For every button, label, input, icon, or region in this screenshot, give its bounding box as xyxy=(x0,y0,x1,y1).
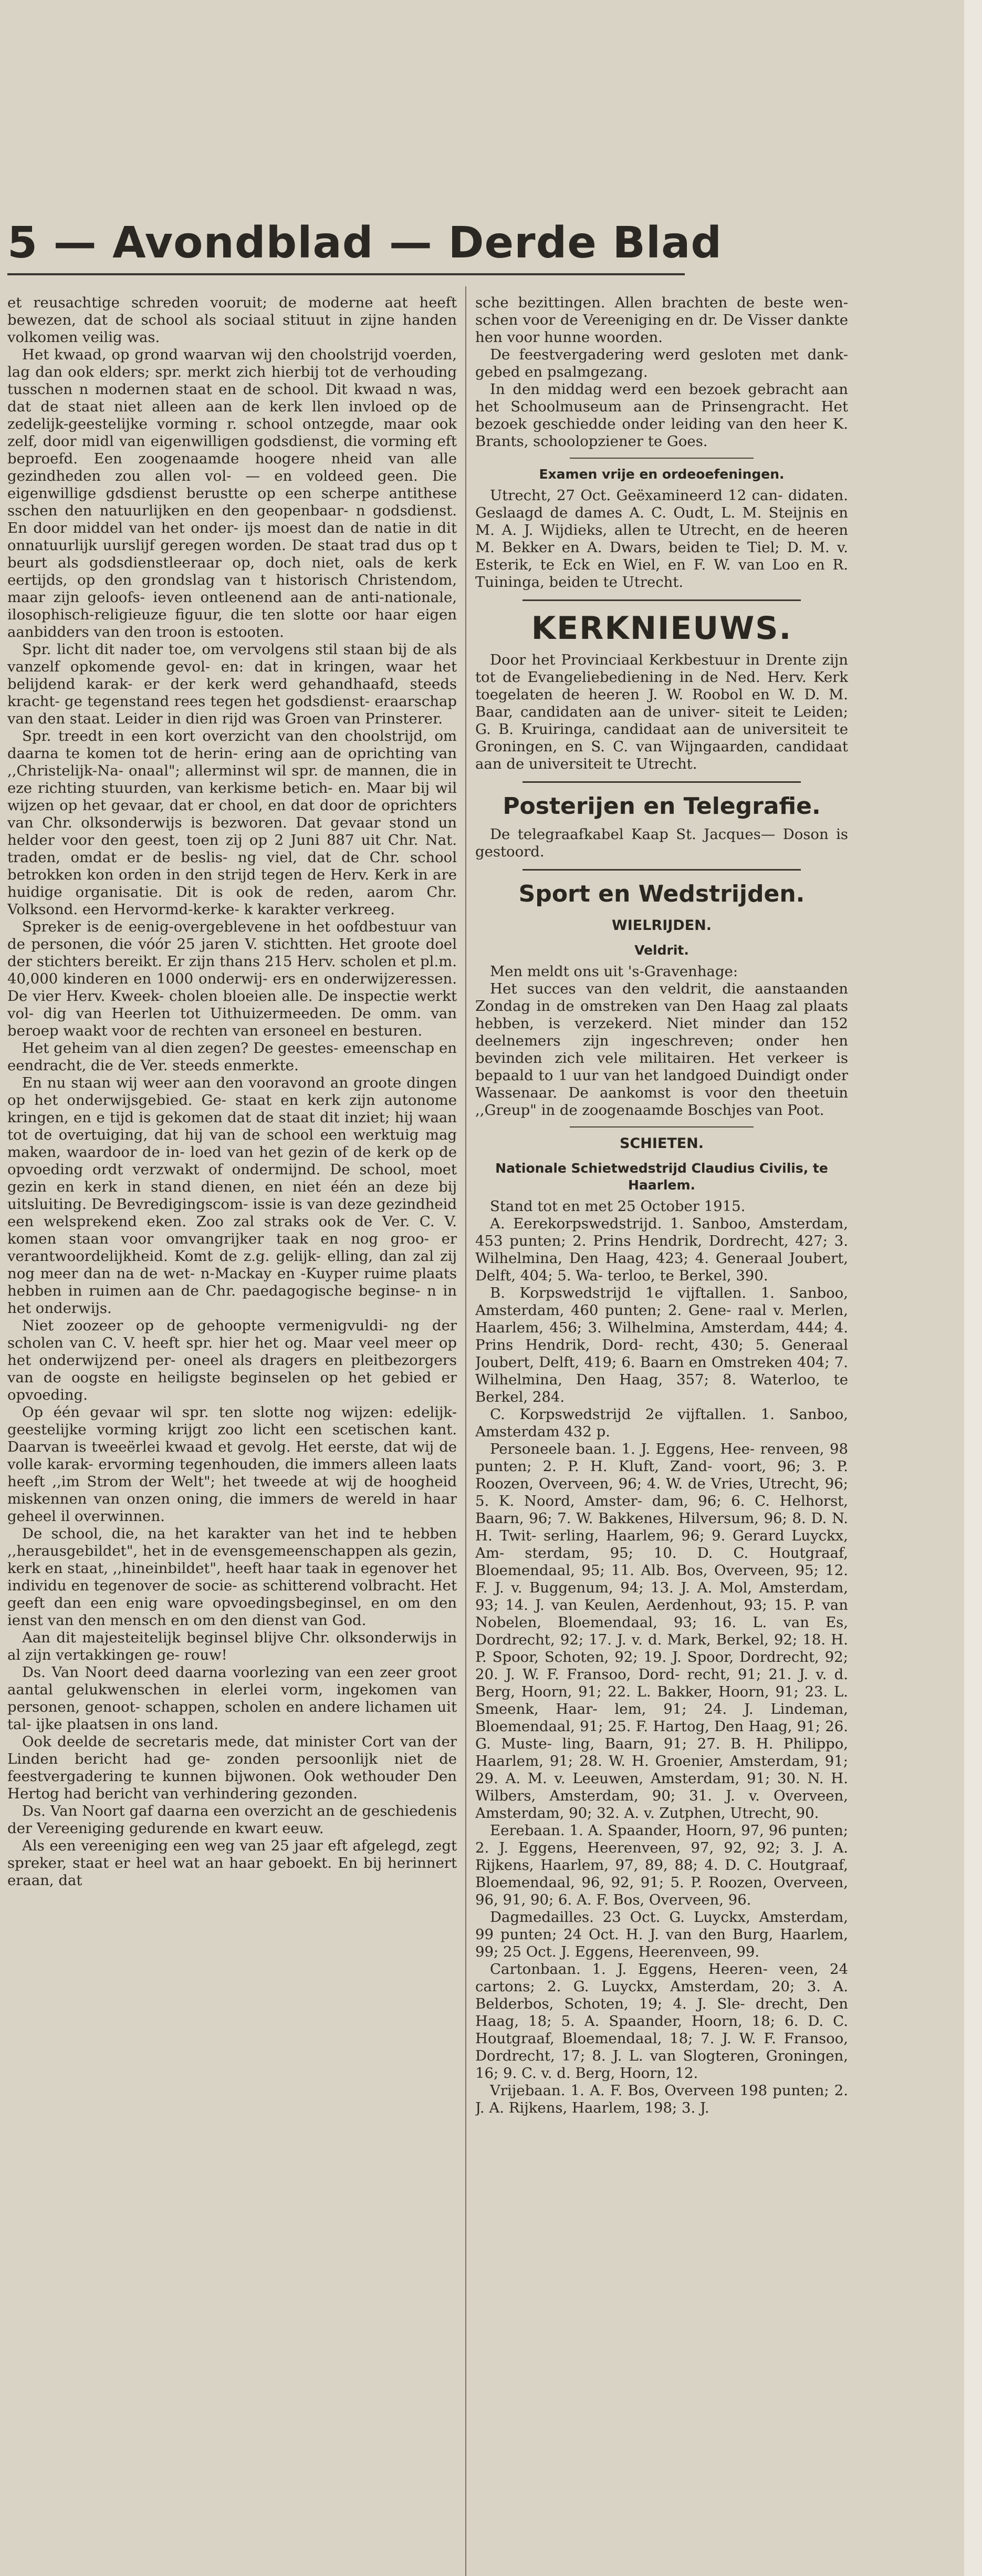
page-edge xyxy=(964,0,982,2576)
kerknieuws-text: Door het Provinciaal Kerkbestuur in Drente zijn tot de Evangeliebediening in de Ned. Herv. Kerk toegelaten de heeren J. W. Roobol en W. D. M. Baar, candidaten aan de univer- siteit te Leiden; G. B. Kruiringa, candidaat aan de universiteit te Groningen, en S. C. van Wijngaarden, candidaat aan de universiteit te Utrecht. xyxy=(475,651,848,772)
paragraph: Men meldt ons uit 's-Gravenhage: xyxy=(490,963,738,980)
paragraph: Aan dit majesteitelijk beginsel blijve Chr. olksonderwijs in al zijn vertakkingen ge- rouw! xyxy=(7,1629,457,1663)
section-rule xyxy=(570,1126,754,1127)
sport-heading: Sport en Wedstrijden. xyxy=(518,881,805,907)
paragraph: In den middag werd een bezoek gebracht aan het Schoolmuseum aan de Prinsengracht. Het bezoek geschiedde onder leiding van den heer K. Brants, schoolopziener te Goes. xyxy=(475,381,848,450)
posterijen-text: De telegraafkabel Kaap St. Jacques— Doson is gestoord. xyxy=(475,826,848,860)
section-rule xyxy=(523,869,801,871)
paragraph: Niet zoozeer op de gehoopte vermenigvuldi- ng der scholen van C. V. heeft spr. hier het og. Maar veel meer op het onderwijzend per- oneel als dragers en pleitbezorgers van de oogste en heiligste beginselen op het gebied er opvoeding. xyxy=(7,1317,457,1403)
schieten-heading: SCHIETEN. xyxy=(619,1135,704,1152)
paragraph: Ds. Van Noort gaf daarna een overzicht an de geschiedenis der Vereeniging gedurende en kwart eeuw. xyxy=(7,1803,457,1837)
masthead-rule xyxy=(7,273,685,275)
paragraph: De feestvergadering werd gesloten met dank- gebed en psalmgezang. xyxy=(475,346,848,380)
section-rule xyxy=(523,599,801,601)
paragraph: C. Korpswedstrijd 2e vijftallen. 1. Sanboo, Amsterdam 432 p. xyxy=(475,1406,848,1440)
schiet-subheading: Nationale Schietwedstrijd Claudius Civilis, te Haarlem. xyxy=(495,1161,828,1193)
paragraph: Ook deelde de secretaris mede, dat minister Cort van der Linden bericht had ge- zonden persoonlijk niet de feestvergadering te kunnen bijwonen. Ook wethouder Den Hertog had bericht van verhindering gezonden. xyxy=(7,1733,457,1802)
right-column xyxy=(475,294,848,2576)
paragraph: Ds. Van Noort deed daarna voorlezing van een zeer groot aantal gelukwenschen in elerlei vorm, ingekomen van personen, genoot- schappen, scholen en andere lichamen uit tal- ijke plaatsen in ons land. xyxy=(7,1664,457,1733)
paragraph: B. Korpswedstrijd 1e vijftallen. 1. Sanboo, Amsterdam, 460 punten; 2. Gene- raal v. Merlen, Haarlem, 456; 3. Wilhelmina, Amsterdam, 444; 4. Prins Hendrik, Dord- recht, 430; 5. Generaal Joubert, Delft, 419; 6. Baarn en Omstreken 404; 7. Wilhelmina, Den Haag, 357; 8. Waterloo, te Berkel, 284. xyxy=(475,1285,848,1405)
paragraph: Het succes van den veldrit, die aanstaanden Zondag in de omstreken van Den Haag zal plaats hebben, is verzekerd. Niet minder dan 152 deelnemers zijn ingeschreven; onder hen bevinden zich vele militairen. Het verkeer is bepaald to 1 uur van het landgoed Duindigt onder Wassenaar. De aankomst is voor den theetuin ,,Greup" in de zoogenaamde Boschjes van Poot. xyxy=(475,980,848,1119)
paragraph: De school, die, na het karakter van het ind te hebben ,,herausgebildet", het in de evensgemeenschappen als gezin, kerk en staat, ,,hineinbildet", heeft haar taak in egenover het individu en tegenover de socie- as schitterend volbracht. Het geeft dan een enig ware opvoedingsbeginsel, en om den ienst van den mensch en om den dienst van God. xyxy=(7,1525,457,1629)
paragraph: Het geheim van al dien zegen? De geestes- emeenschap en eendracht, die de Ver. steeds enmerkte. xyxy=(7,1040,457,1074)
paragraph: Spr. treedt in een kort overzicht van den choolstrijd, om daarna te komen tot de herin- ering aan de oprichting van ,,Christelijk-Na- onaal"; allerminst wil spr. de mannen, die in eze richting stuurden, van kerkisme betich- en. Maar bij wil wijzen op het gevaar, dat er chool, en dat door de oprichters van Chr. olksonderwijs is bezworen. Dat gevaar stond un helder voor den geest, toen zij op 2 Juni 887 uit Chr. Nat. traden, omdat er de beslis- ng viel, dat de Chr. school betrokken kon orden in den strijd tegen de Herv. Kerk in are huidige organisatie. Dit is ook de reden, aarom Chr. Volksond. een Hervormd-kerke- k karakter verkreeg. xyxy=(7,728,457,918)
posterijen-heading: Posterijen en Telegrafie. xyxy=(503,793,821,820)
section-rule xyxy=(570,458,754,459)
masthead: 5 — Avondblad — Derde Blad xyxy=(7,218,723,268)
paragraph: Als een vereeniging een weg van 25 jaar eft afgelegd, zegt spreker, staat er heel wat an haar geboekt. En bij herinnert eraan, dat xyxy=(7,1837,457,1889)
exam-text: Utrecht, 27 Oct. Geëxamineerd 12 can- didaten. Geslaagd de dames A. C. Oudt, L. M. Steijnis en M. A. J. Wijdieks, allen te Utrecht, en de heeren M. Bekker en A. Dwars, beiden te Tiel; D. M. v. Esterik, te Eck en Wiel, en F. W. van Loo en R. Tuininga, beiden te Utrecht. xyxy=(475,487,848,591)
paragraph: et reusachtige schreden vooruit; de moderne aat heeft bewezen, dat de school als sociaal stituut in zijne handen volkomen veilig was. xyxy=(7,294,457,346)
paragraph: Het kwaad, op grond waarvan wij den choolstrijd voerden, lag dan ook elders; spr. merkt zich hierbij tot de verhouding tusschen n modernen staat en de school. Dit kwaad n was, dat de staat niet alleen aan de kerk llen invloed op de zedelijk-geestelijke vorming r. school ontzegde, maar ook zelf, door midl van eigenwilligen godsdienst, die vorming eft beproefd. Een zoogenaamde hoogere nheid van alle gezindheden zou allen vol- — en voldeed geen. Die eigenwillige gdsdienst berustte op een scherpe antithese sschen den natuurlijken en den geopenbaar- n godsdienst. En door middel van het onder- ijs moest dan de natie in dit onnatuurlijk uurslijf geregen worden. De staat trad dus op t beurt als godsdienstleeraar op, doch niet, oals de kerk eertijds, op den grondslag van t historisch Christendom, maar zijn geloofs- ieven ontleenend aan de anti-nationale, ilosophisch-religieuze figuur, die ten slotte oor haar eigen aanbidders van den troon is estooten. xyxy=(7,346,457,640)
paragraph: Spreker is de eenig-overgeblevene in het oofdbestuur van de personen, die vóór 25 jaren V. stichtten. Het groote doel der stichters bereikt. Er zijn thans 215 Herv. scholen et pl.m. 40,000 kinderen en 1000 onderwij- ers en onderwijzeressen. De vier Herv. Kweek- cholen bloeien alle. De inspectie werkt vol- dig van Heerlen tot Uithuizermeeden. De omm. van beroep waakt voor de rechten van ersoneel en besturen. xyxy=(7,918,457,1039)
exam-heading: Examen vrije en ordeoefeningen. xyxy=(539,467,785,482)
left-column xyxy=(7,294,457,2576)
paragraph: Cartonbaan. 1. J. Eggens, Heeren- veen, 24 cartons; 2. G. Luyckx, Amsterdam, 20; 3. A. Belderbos, Schoten, 19; 4. J. Sle- drecht, Den Haag, 18; 5. A. Spaander, Hoorn, 18; 6. D. C. Houtgraaf, Bloemendaal, 18; 7. J. W. F. Fransoo, Dordrecht, 17; 8. J. L. van Slogteren, Groningen, 16; 9. C. v. d. Berg, Hoorn, 12. xyxy=(475,1961,848,2082)
kerknieuws-heading: KERKNIEUWS. xyxy=(531,610,792,647)
paragraph: En nu staan wij weer aan den vooravond an groote dingen op het onderwijsgebied. Ge- staat en kerk zijn autonome kringen, en e tijd is gekomen dat de staat dit inziet; hij waan tot de overtuiging, dat hij van de school een werktuig mag maken, waardoor de in- loed van het gezin of de kerk op de opvoeding ordt verzwakt of ondermijnd. De school, moet gezin en kerk in stand dienen, en niet één an deze bij uitsluiting. De Bevredigingscom- issie is van deze gezindheid een welsprekend eken. Zoo zal straks ook de Ver. C. V. komen staan voor omvangrijker taak en nog groo- er verantwoordelijkheid. Komt de z.g. gelijk- elling, dan zal zij nog meer dan na de wet- n-Mackay en -Kuyper ruime plaats hebben in ruimen aan de Chr. paedagogische beginse- n in het onderwijs. xyxy=(7,1074,457,1317)
paragraph: Vrijebaan. 1. A. F. Bos, Overveen 198 punten; 2. J. A. Rijkens, Haarlem, 198; 3. J. xyxy=(475,2082,848,2116)
paragraph: Stand tot en met 25 October 1915. xyxy=(490,1198,746,1215)
column-divider xyxy=(465,286,466,2576)
paragraph: sche bezittingen. Allen brachten de beste wen- schen voor de Vereeniging en dr. De Visser dankte hen voor hunne woorden. xyxy=(475,294,848,346)
section-rule xyxy=(523,781,801,783)
paragraph: A. Eerekorpswedstrijd. 1. Sanboo, Amsterdam, 453 punten; 2. Prins Hendrik, Dordrecht, 427; 3. Wilhelmina, Den Haag, 423; 4. Generaal Joubert, Delft, 404; 5. Wa- terloo, te Berkel, 390. xyxy=(475,1215,848,1284)
paragraph: Dagmedailles. 23 Oct. G. Luyckx, Amsterdam, 99 punten; 24 Oct. H. J. van den Burg, Haarlem, 99; 25 Oct. J. Eggens, Heerenveen, 99. xyxy=(475,1909,848,1960)
paragraph: Eerebaan. 1. A. Spaander, Hoorn, 97, 96 punten; 2. J. Eggens, Heerenveen, 97, 92, 92; 3. J. A. Rijkens, Haarlem, 97, 89, 88; 4. D. C. Houtgraaf, Bloemendaal, 96, 92, 91; 5. P. Roozen, Overveen, 96, 91, 90; 6. A. F. Bos, Overveen, 96. xyxy=(475,1822,848,1908)
paragraph: Personeele baan. 1. J. Eggens, Hee- renveen, 98 punten; 2. P. H. Kluft, Zand- voort, 96; 3. P. Roozen, Overveen, 96; 4. W. de Vries, Utrecht, 96; 5. K. Noord, Amster- dam, 96; 6. C. Helhorst, Baarn, 96; 7. W. Bakkenes, Hilversum, 96; 8. D. N. H. Twit- serling, Haarlem, 96; 9. Gerard Luyckx, Am- sterdam, 95; 10. D. C. Houtgraaf, Bloemendaal, 95; 11. Alb. Bos, Overveen, 95; 12. F. J. v. Buggenum, 94; 13. J. A. Mol, Amsterdam, 93; 14. J. van Keulen, Aerdenhout, 93; 15. P. van Nobelen, Bloemendaal, 93; 16. L. van Es, Dordrecht, 92; 17. J. v. d. Mark, Berkel, 92; 18. H. P. Spoor, Schoten, 92; 19. J. Spoor, Dordrecht, 92; 20. J. W. F. Fransoo, Dord- recht, 91; 21. J. v. d. Berg, Hoorn, 91; 22. L. Bakker, Hoorn, 91; 23. L. Smeenk, Haar- lem, 91; 24. J. Lindeman, Bloemendaal, 91; 25. F. Hartog, Den Haag, 91; 26. G. Muste- ling, Baarn, 91; 27. B. H. Philippo, Haarlem, 91; 28. W. H. Groenier, Amsterdam, 91; 29. A. M. v. Leeuwen, Amsterdam, 91; 30. N. H. Wilbers, Amsterdam, 90; 31. J. v. Overveen, Amsterdam, 90; 32. A. v. Zutphen, Utrecht, 90. xyxy=(475,1441,848,1822)
wielrijden-heading: WIELRIJDEN. xyxy=(611,917,712,934)
veldrit-heading: Veldrit. xyxy=(634,943,689,958)
paragraph: Spr. licht dit nader toe, om vervolgens stil staan bij de als vanzelf opkomende gevol- en: dat in kringen, waar het belijdend karak- er der kerk werd gehandhaafd, steeds kracht- ge tegenstand rees tegen het godsdienst- eraarschap van den staat. Leider in dien rijd was Groen van Prinsterer. xyxy=(7,641,457,727)
paragraph: Op één gevaar wil spr. ten slotte nog wijzen: edelijk-geestelijke vorming krijgt zoo licht een scetischen kant. Daarvan is tweeërlei kwaad et gevolg. Het eerste, dat wij de volle karak- ervorming tegenhouden, die immers alleen laats heeft ,,im Strom der Welt"; het tweede at wij de hoogheid miskennen van onzen oning, die immers de wereld in haar geheel il overwinnen. xyxy=(7,1404,457,1525)
